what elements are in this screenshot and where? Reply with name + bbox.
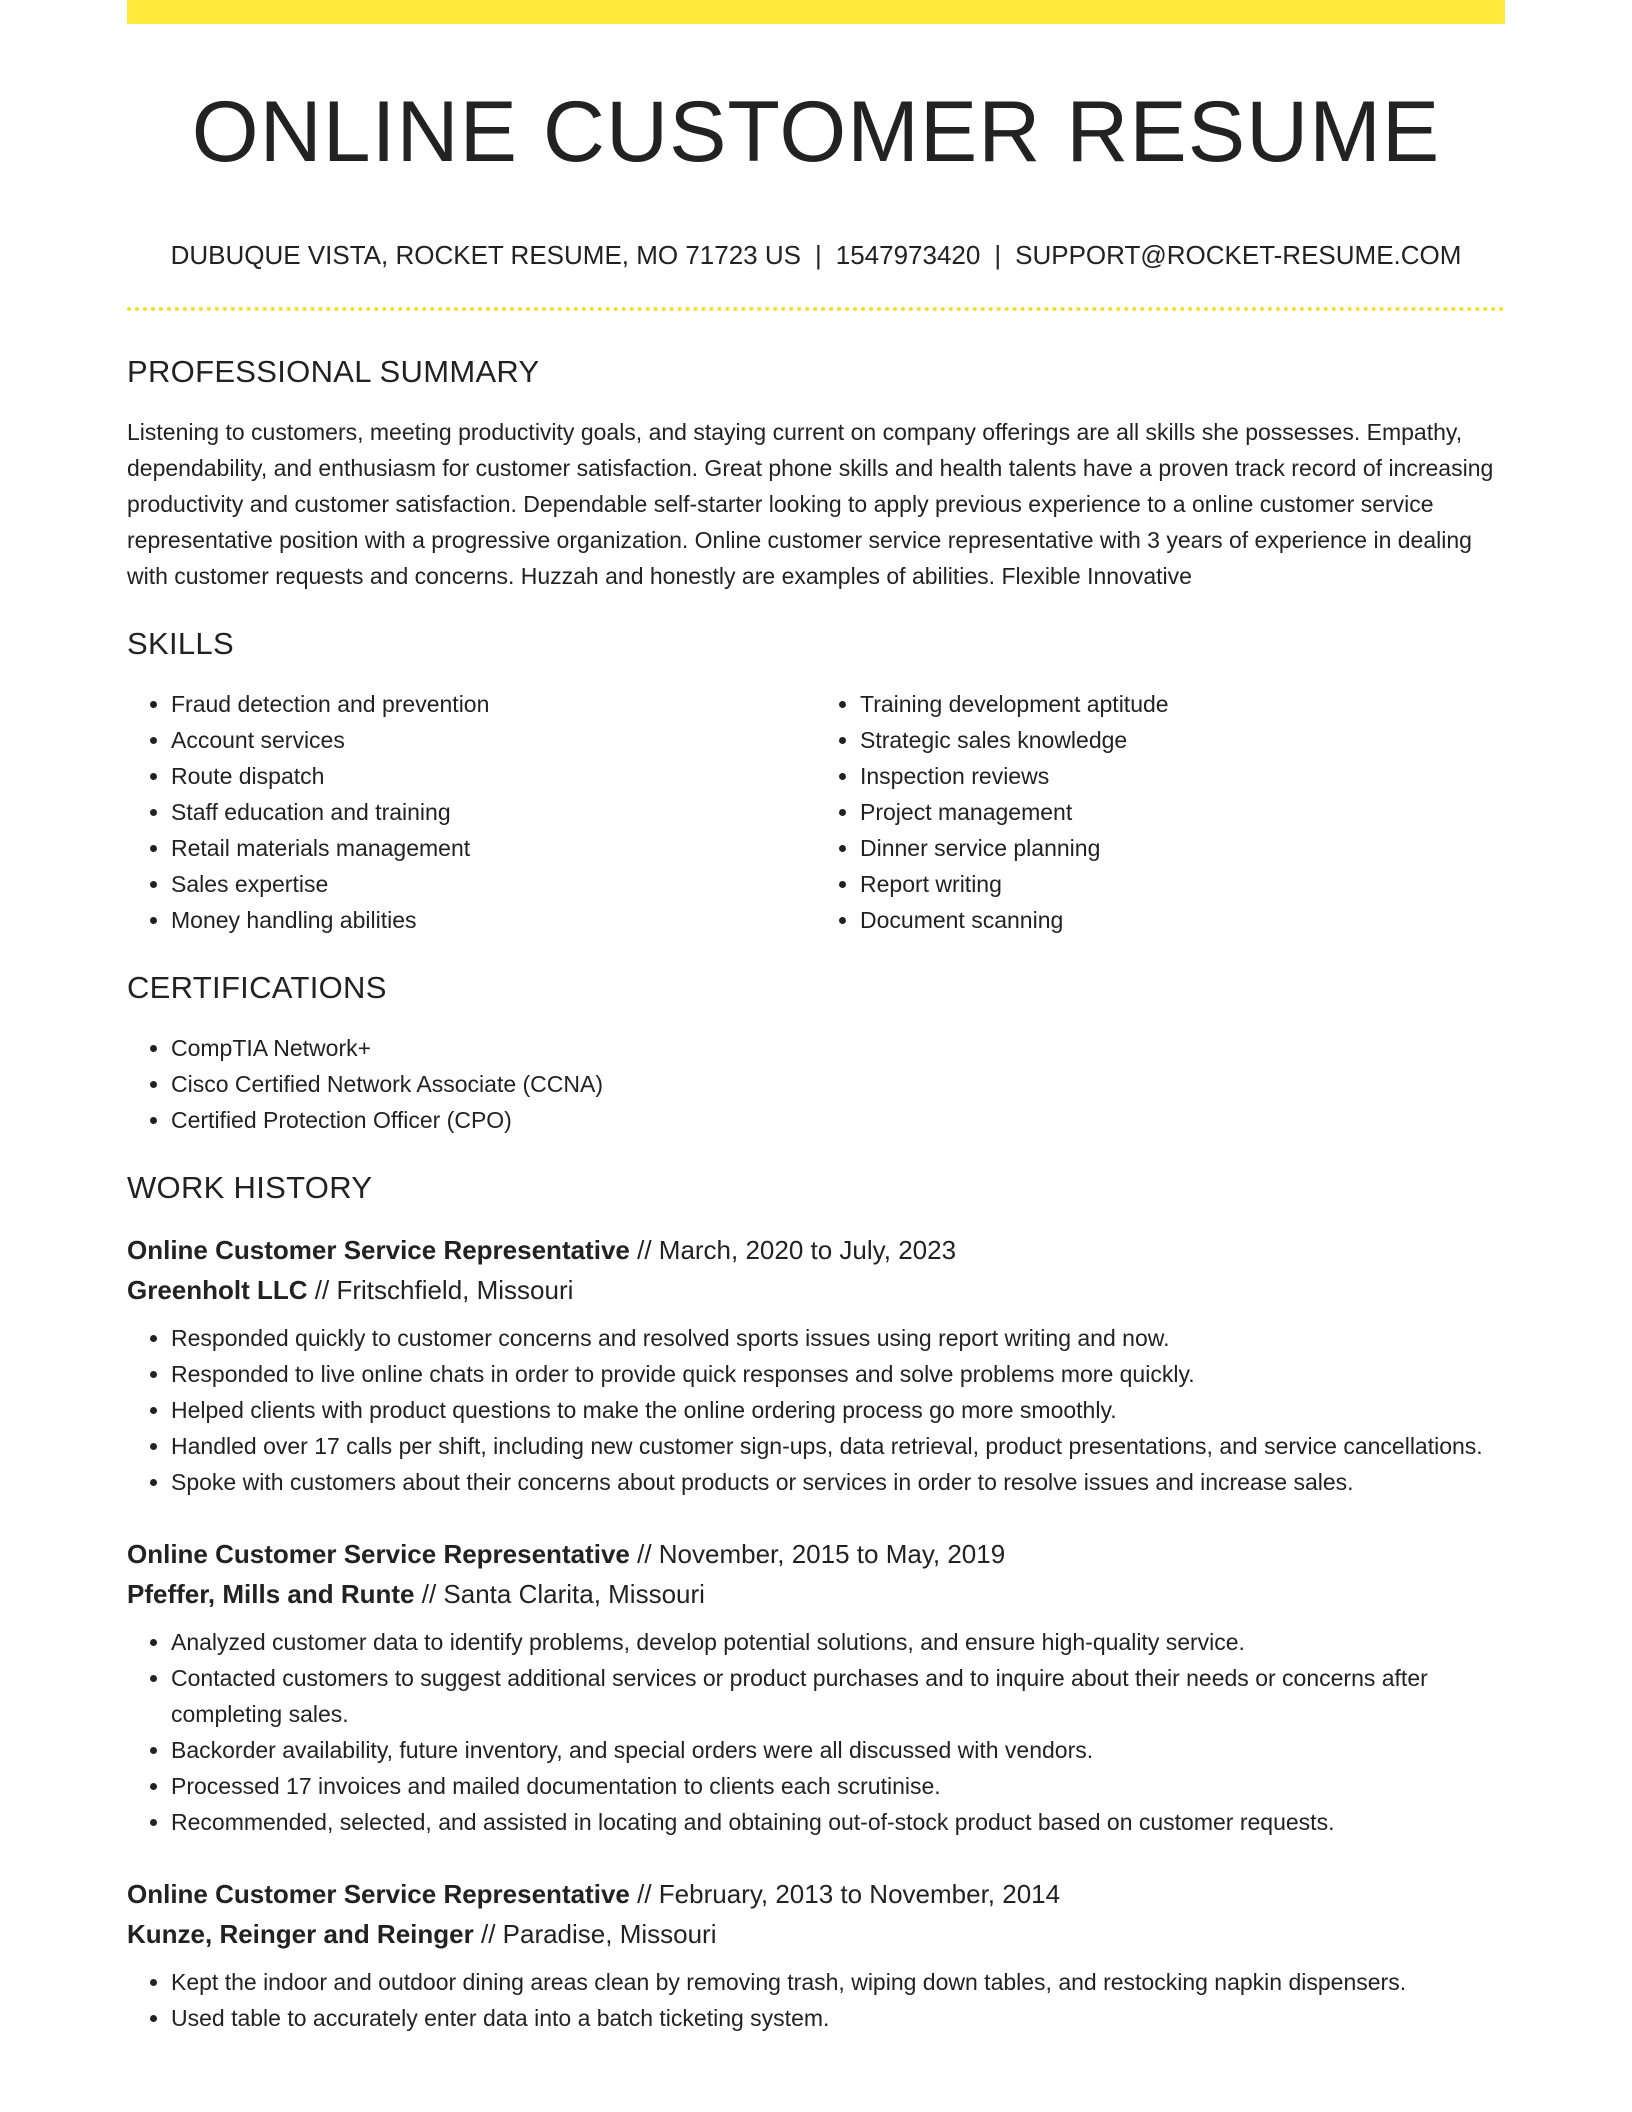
job-company-line — [127, 1270, 1505, 1310]
job-company: Greenholt LLC — [127, 1275, 308, 1305]
certifications-heading: CERTIFICATIONS — [127, 970, 387, 1005]
skill-item: • Report writing — [860, 866, 1505, 902]
job-bullet: • Handled over 17 calls per shift, including new customer sign-ups, data retrieval, product presentations, and service cancellations. — [171, 1428, 1505, 1464]
skill-item: • Retail materials management — [171, 830, 816, 866]
job-bullet: • Processed 17 invoices and mailed documentation to clients each scrutinise. — [171, 1768, 1505, 1804]
skills-list-left — [127, 686, 816, 938]
job-company: Kunze, Reinger and Reinger — [127, 1919, 474, 1949]
job-company-line — [127, 1574, 1505, 1614]
job-bullet: • Used table to accurately enter data into a batch ticketing system. — [171, 2000, 1505, 2036]
job-company: Pfeffer, Mills and Runte — [127, 1579, 415, 1609]
skills-list-right — [816, 686, 1505, 938]
resume-page — [127, 0, 1505, 2112]
summary-heading: PROFESSIONAL SUMMARY — [127, 354, 540, 389]
job-bullet: • Analyzed customer data to identify problems, develop potential solutions, and ensure high-quality service. — [171, 1624, 1505, 1660]
skill-item: • Dinner service planning — [860, 830, 1505, 866]
job-bullet: • Contacted customers to suggest additional services or product purchases and to inquire about their needs or concerns after completing sales. — [171, 1660, 1505, 1732]
job-bullet: • Responded quickly to customer concerns and resolved sports issues using report writing and now. — [171, 1320, 1505, 1356]
certifications-section — [127, 968, 1505, 1138]
skills-section — [127, 624, 1505, 938]
skill-item: • Staff education and training — [171, 794, 816, 830]
job-bullets — [127, 1320, 1505, 1500]
work-history-section — [127, 1168, 1505, 2036]
job-title: Online Customer Service Representative — [127, 1879, 630, 1909]
job-bullets — [127, 1624, 1505, 1840]
job-entry — [127, 1874, 1505, 2036]
job-location: // Fritschfield, Missouri — [314, 1275, 574, 1305]
job-bullet: • Recommended, selected, and assisted in locating and obtaining out-of-stock product based on customer requests. — [171, 1804, 1505, 1840]
job-title-line — [127, 1874, 1505, 1914]
skill-item: • Route dispatch — [171, 758, 816, 794]
job-bullet: • Helped clients with product questions to make the online ordering process go more smoothly. — [171, 1392, 1505, 1428]
certification-item: • Certified Protection Officer (CPO) — [171, 1102, 1505, 1138]
contact-separator: | — [814, 240, 822, 270]
summary-text: Listening to customers, meeting productivity goals, and staying current on company offerings are all skills she possesses. Empathy, dependability, and enthusiasm for customer satisfaction. Great phone skills and health talents have a proven track record of increasing productivity and customer satisfaction. Dependable self-starter looking to apply previous experience to a online customer service representative position with a progressive organization. Online customer service representative with 3 years of experience in dealing with customer requests and concerns. Huzzah and honestly are examples of abilities. Flexible Innovative — [127, 419, 1494, 589]
job-title-line — [127, 1534, 1505, 1574]
skill-item: • Strategic sales knowledge — [860, 722, 1505, 758]
job-bullet: • Responded to live online chats in order to provide quick responses and solve problems more quickly. — [171, 1356, 1505, 1392]
dotted-divider — [127, 307, 1505, 311]
skill-item: • Fraud detection and prevention — [171, 686, 816, 722]
job-bullet: • Spoke with customers about their concerns about products or services in order to resolve issues and increase sales. — [171, 1464, 1505, 1500]
certification-item: • Cisco Certified Network Associate (CCNA) — [171, 1066, 1505, 1102]
skill-item: • Sales expertise — [171, 866, 816, 902]
job-bullet: • Kept the indoor and outdoor dining areas clean by removing trash, wiping down tables, and restocking napkin dispensers. — [171, 1964, 1505, 2000]
contact-email: SUPPORT@ROCKET-RESUME.COM — [1015, 240, 1462, 270]
skill-item: • Document scanning — [860, 902, 1505, 938]
skills-heading: SKILLS — [127, 626, 234, 661]
accent-bar — [127, 0, 1505, 24]
contact-separator: | — [994, 240, 1002, 270]
job-company-line — [127, 1914, 1505, 1954]
job-dates: // February, 2013 to November, 2014 — [637, 1879, 1061, 1909]
job-entry — [127, 1534, 1505, 1840]
certification-item: • CompTIA Network+ — [171, 1030, 1505, 1066]
job-location: // Paradise, Missouri — [480, 1919, 717, 1949]
job-title-line — [127, 1230, 1505, 1270]
summary-section — [127, 352, 1505, 594]
job-entry — [127, 1230, 1505, 1500]
resume-content — [127, 352, 1505, 2070]
job-location: // Santa Clarita, Missouri — [421, 1579, 705, 1609]
job-dates: // March, 2020 to July, 2023 — [637, 1235, 957, 1265]
contact-line — [127, 238, 1505, 272]
job-title: Online Customer Service Representative — [127, 1539, 630, 1569]
skill-item: • Project management — [860, 794, 1505, 830]
work-history-heading: WORK HISTORY — [127, 1170, 373, 1205]
skill-item: • Training development aptitude — [860, 686, 1505, 722]
skill-item: • Inspection reviews — [860, 758, 1505, 794]
job-title: Online Customer Service Representative — [127, 1235, 630, 1265]
resume-title: ONLINE CUSTOMER RESUME — [191, 84, 1441, 180]
job-bullets — [127, 1964, 1505, 2036]
skills-columns — [127, 686, 1505, 938]
job-dates: // November, 2015 to May, 2019 — [637, 1539, 1006, 1569]
job-bullet: • Backorder availability, future inventory, and special orders were all discussed with vendors. — [171, 1732, 1505, 1768]
contact-address: DUBUQUE VISTA, ROCKET RESUME, MO 71723 US — [170, 240, 801, 270]
contact-phone: 1547973420 — [835, 240, 981, 270]
certifications-list — [127, 1030, 1505, 1138]
skill-item: • Money handling abilities — [171, 902, 816, 938]
skill-item: • Account services — [171, 722, 816, 758]
